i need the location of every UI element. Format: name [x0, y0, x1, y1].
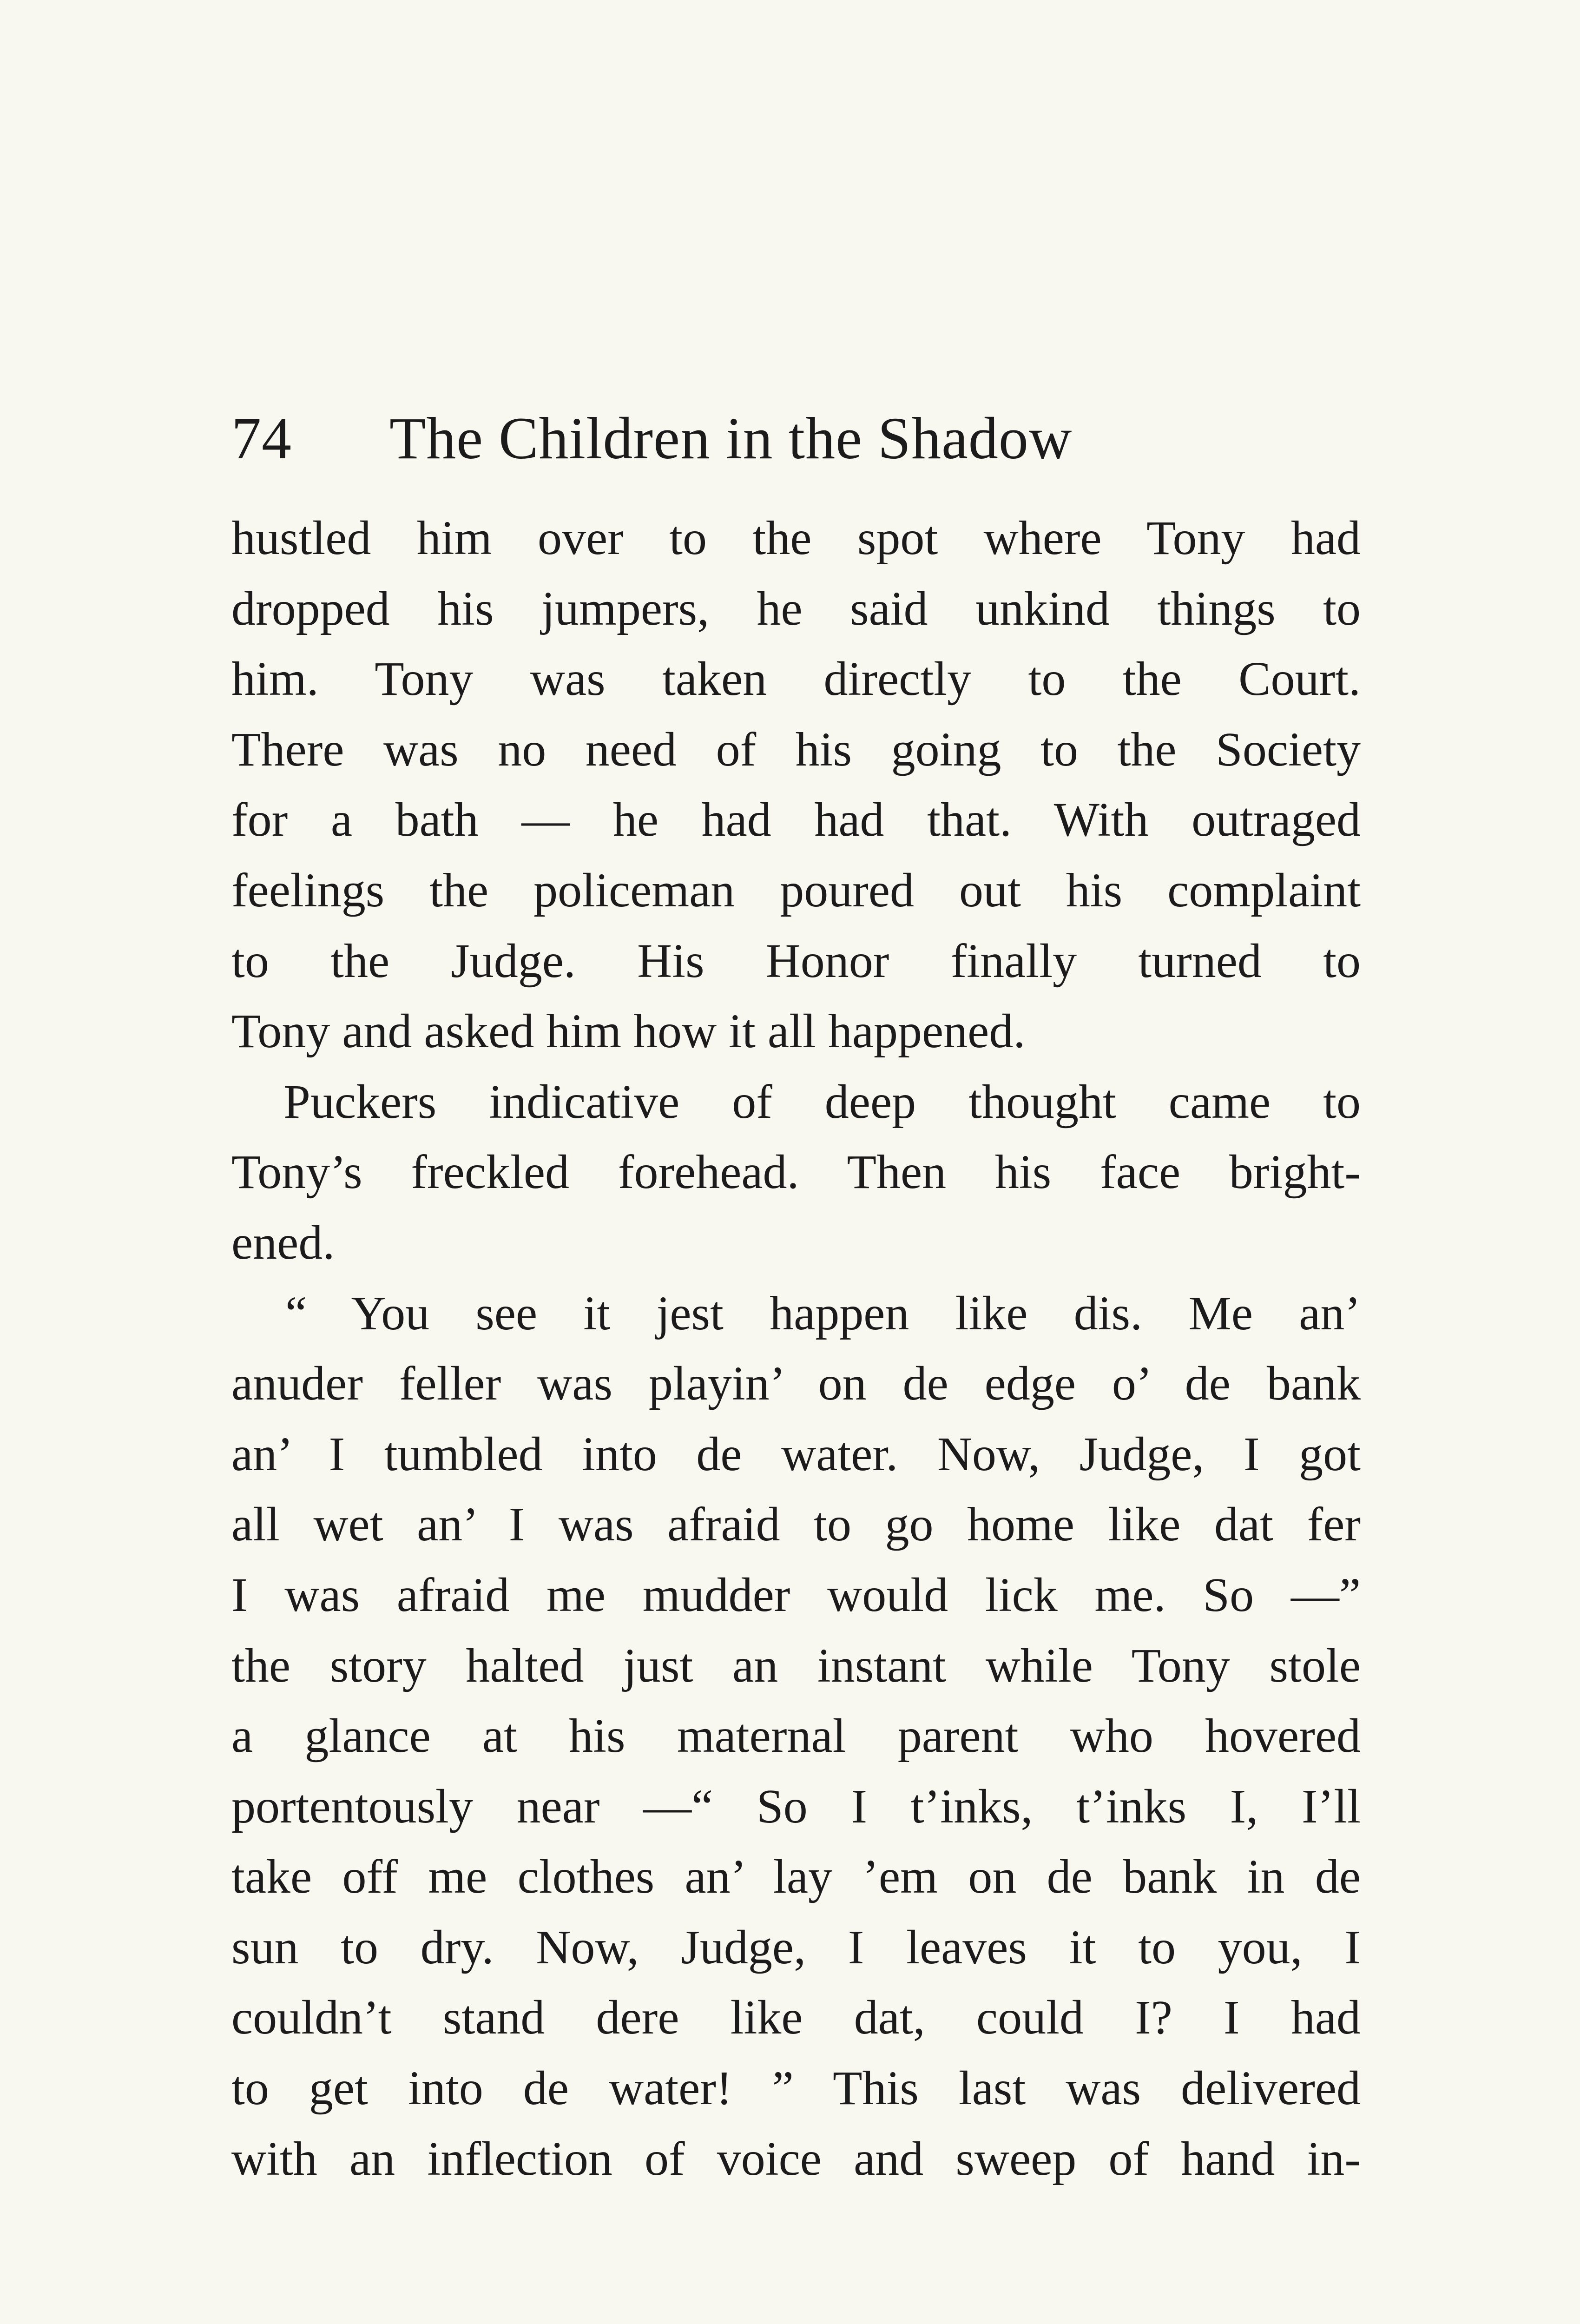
text-line: feelings the policeman poured out his complaint	[231, 863, 1361, 917]
text-line: to the Judge. His Honor finally turned to	[231, 934, 1361, 988]
text-line: “ You see it jest happen like dis. Me an’	[285, 1286, 1361, 1340]
text-line: anuder feller was playin’ on de edge o’ de bank	[231, 1357, 1361, 1411]
text-line: Tony’s freckled forehead. Then his face bright-	[231, 1145, 1361, 1199]
text-line: an’ I tumbled into de water. Now, Judge, I got	[231, 1427, 1361, 1481]
text-line: dropped his jumpers, he said unkind things to	[231, 581, 1361, 635]
text-line: with an inflection of voice and sweep of hand in-	[231, 2132, 1361, 2185]
text-line: for a bath — he had had that. With outraged	[231, 793, 1361, 847]
text-line: I was afraid me mudder would lick me. So —”	[231, 1568, 1361, 1622]
text-line: to get into de water! ” This last was delivered	[231, 2061, 1361, 2115]
text-line: him. Tony was taken directly to the Court.	[231, 652, 1361, 706]
text-line: couldn’t stand dere like dat, could I? I had	[231, 1991, 1361, 2045]
text-line: take off me clothes an’ lay ’em on de bank in de	[231, 1850, 1361, 1904]
body-text	[231, 503, 1361, 2194]
running-head	[231, 399, 1361, 478]
text-line: Tony and asked him how it all happened.	[231, 1004, 1026, 1058]
text-line: portentously near —“ So I t’inks, t’inks I, I’ll	[231, 1779, 1361, 1833]
page-number: 74	[231, 405, 292, 471]
text-line: hustled him over to the spot where Tony had	[231, 511, 1361, 565]
running-title: The Children in the Shadow	[389, 405, 1073, 471]
text-line: ened.	[231, 1215, 335, 1269]
text-line: all wet an’ I was afraid to go home like dat fer	[231, 1498, 1361, 1552]
text-line: the story halted just an instant while Tony stole	[231, 1638, 1361, 1692]
text-line: sun to dry. Now, Judge, I leaves it to you, I	[231, 1920, 1361, 1974]
text-line: Puckers indicative of deep thought came to	[283, 1075, 1361, 1129]
text-line: a glance at his maternal parent who hovered	[231, 1709, 1361, 1763]
text-line: There was no need of his going to the Society	[231, 722, 1361, 776]
